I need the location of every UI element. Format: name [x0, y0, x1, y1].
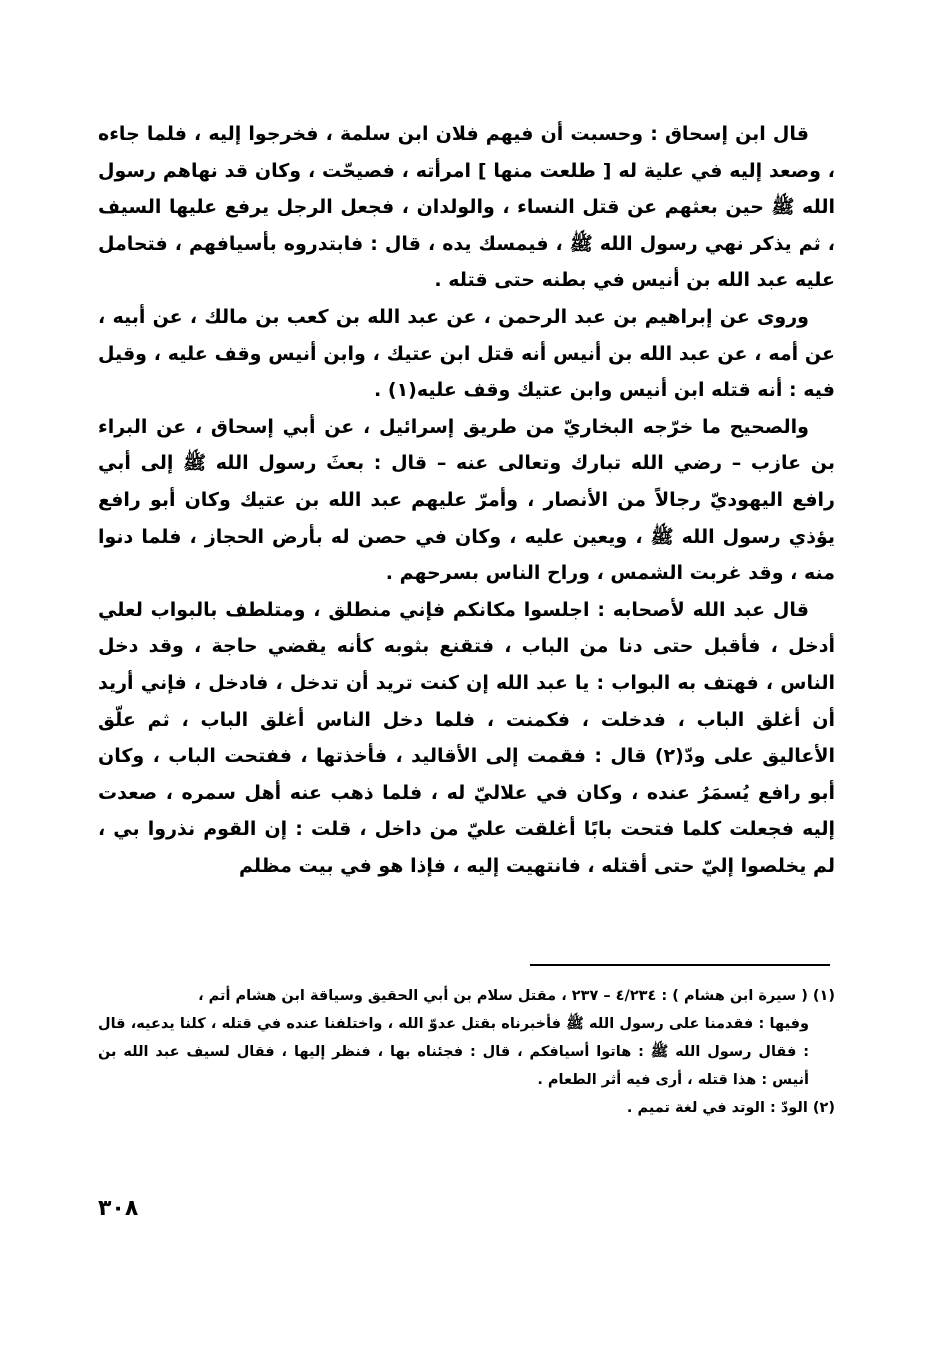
footnote-divider [530, 964, 830, 966]
main-text [98, 116, 835, 884]
paragraph-1: قال ابن إسحاق : وحسبت أن فيهم فلان ابن سلمة ، فخرجوا إليه ، فلما جاءه ، وصعد إليه في علية له [ طلعت منها ] امرأته ، فصيحّت ، وكان قد نهاهم رسول الله ﷺ حين بعثهم عن قتل النساء ، والولدان ، فجعل الرجل يرفع عليها السيف ، ثم يذكر نهي رسول الله ﷺ ، فيمسك يده ، قال : فابتدروه بأسيافهم ، فتحامل عليه عبد الله بن أنيس في بطنه حتى قتله . [98, 123, 835, 292]
footnote-1-continuation: وفيها : فقدمنا على رسول الله ﷺ فأخبرناه بقتل عدوّ الله ، واختلفنا عنده في قتله ، كلنا يدعيه، قال : فقال رسول الله ﷺ : هاتوا أسيافكم ، قال : فجئناه بها ، فنظر إليها ، فقال لسيف عبد الله بن أنيس : هذا قتله ، أرى فيه أثر الطعام . [98, 1016, 809, 1088]
paragraph-4: قال عبد الله لأصحابه : اجلسوا مكانكم فإني منطلق ، ومتلطف بالبواب لعلي أدخل ، فأقبل حتى دنا من الباب ، فتقنع بثوبه كأنه يقضي حاجة ، وقد دخل الناس ، فهتف به البواب : يا عبد الله إن كنت تريد أن تدخل ، فادخل ، فإني أريد أن أغلق الباب ، فدخلت ، فكمنت ، فلما دخل الناس أغلق الباب ، ثم علّق الأعاليق على ودّ(٢) قال : فقمت إلى الأقاليد ، فأخذتها ، ففتحت الباب ، وكان أبو رافع يُسمَرُ عنده ، وكان في علاليّ له ، فلما ذهب عنه أهل سمره ، صعدت إليه فجعلت كلما فتحت بابًا أغلقت عليّ من داخل ، قلت : إن القوم نذروا بي ، لم يخلصوا إليّ حتى أقتله ، فانتهيت إليه ، فإذا هو في بيت مظلم [98, 598, 835, 877]
paragraph-3: والصحيح ما خرّجه البخاريّ من طريق إسرائيل ، عن أبي إسحاق ، عن البراء بن عازب – رضي الله تبارك وتعالى عنه – قال : بعثَ رسول الله ﷺ إلى أبي رافع اليهوديّ رجالاً من الأنصار ، وأمرّ عليهم عبد الله بن عتيك وكان أبو رافع يؤذي رسول الله ﷺ ، ويعين عليه ، وكان في حصن له بأرض الحجاز ، فلما دنوا منه ، وقد غربت الشمس ، وراح الناس بسرحهم . [98, 415, 835, 585]
footnote-1-first-line: (١) ( سيرة ابن هشام ) : ٤/٢٣٤ – ٢٣٧ ، مقتل سلام بن أبي الحقيق وسياقة ابن هشام أتم ، [198, 988, 835, 1004]
footnotes [98, 982, 835, 1122]
page-number: ٣٠٨ [98, 1196, 139, 1221]
footnote-2: (٢) الودّ : الوتد في لغة تميم . [626, 1100, 835, 1116]
paragraph-2: وروى عن إبراهيم بن عبد الرحمن ، عن عبد الله بن كعب بن مالك ، عن أبيه ، عن أمه ، عن عبد الله بن أنيس أنه قتل ابن عتيك ، وابن أنيس وقف عليه ، وقيل فيه : أنه قتله ابن أنيس وابن عتيك وقف عليه(١) . [98, 305, 835, 402]
